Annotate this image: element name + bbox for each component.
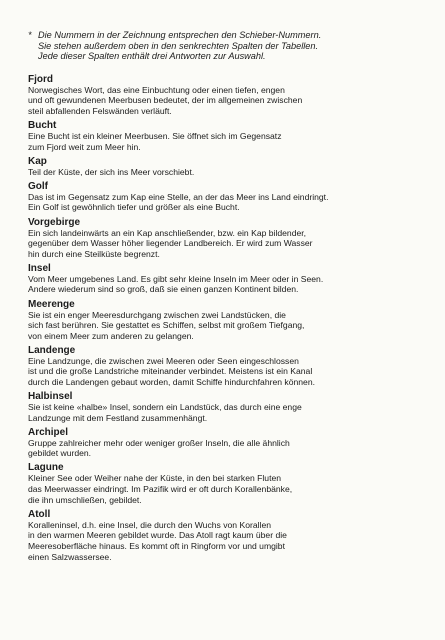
glossary-list [28, 74, 433, 562]
glossary-term: Lagune [28, 462, 64, 474]
definition-line: und oft gewundenen Meerbusen bedeutet, der im allgemeinen zwischen [28, 95, 303, 106]
glossary-entry [28, 427, 433, 459]
glossary-term: Insel [28, 262, 51, 274]
footnote-line: Sie stehen außerdem oben in den senkrechten Spalten der Tabellen. [38, 40, 319, 51]
definition-line: in den warmen Meeren gebildet wurde. Das Atoll ragt kaum über die [28, 530, 287, 541]
definition-line: sich fast berühren. Sie gestattet es Schiffen, selbst mit großem Tiefgang, [28, 320, 305, 331]
glossary-entry [28, 391, 433, 423]
glossary-definition [28, 228, 433, 260]
glossary-term: Archipel [28, 426, 69, 438]
glossary-definition [28, 473, 433, 505]
definition-line: Landzunge mit dem Festland zusammenhängt. [28, 412, 208, 423]
glossary-definition [28, 438, 433, 459]
glossary-entry [28, 509, 433, 562]
glossary-definition [28, 356, 433, 388]
definition-line: Sie ist ein enger Meeresdurchgang zwischen zwei Landstücken, die [28, 309, 286, 320]
glossary-entry [28, 299, 433, 342]
definition-line: Koralleninsel, d.h. eine Insel, die durch den Wuchs von Korallen [28, 519, 271, 530]
definition-line: hin durch eine Steilküste begrenzt. [28, 248, 160, 259]
glossary-term: Atoll [28, 508, 51, 520]
definition-line: gegenüber dem Wasser höher liegender Landbereich. Er wird zum Wasser [28, 238, 313, 249]
glossary-definition [28, 192, 433, 213]
definition-line: Andere wiederum sind so groß, daß sie einen ganzen Kontinent bilden. [28, 284, 299, 295]
glossary-entry [28, 217, 433, 260]
definition-line: Teil der Küste, der sich ins Meer vorschiebt. [28, 166, 195, 177]
glossary-definition [28, 310, 433, 342]
definition-line: ist und die große Landstriche miteinander verbindet. Meistens ist ein Kanal [28, 366, 313, 377]
definition-line: Eine Landzunge, die zwischen zwei Meeren oder Seen eingeschlossen [28, 355, 299, 366]
glossary-definition [28, 520, 433, 562]
definition-line: Meeresoberfläche hinaus. Es kommt oft in Ringform vor und umgibt [28, 540, 285, 551]
definition-line: zum Fjord weit zum Meer hin. [28, 141, 141, 152]
footnote-marker: * [28, 30, 32, 40]
glossary-term: Fjord [28, 73, 53, 85]
glossary-entry [28, 74, 433, 117]
glossary-term: Landenge [28, 344, 76, 356]
glossary-term: Kap [28, 155, 47, 167]
glossary-term: Halbinsel [28, 391, 73, 403]
glossary-entry [28, 156, 433, 178]
definition-line: Gruppe zahlreicher mehr oder weniger großer Inseln, die alle ähnlich [28, 437, 290, 448]
definition-line: gebildet wurden. [28, 448, 92, 459]
definition-line: durch die Landengen gebaut worden, damit Schiffe hindurchfahren können. [28, 376, 315, 387]
definition-line: steil abfallenden Felswänden verläuft. [28, 105, 172, 116]
footnote-line: Die Nummern in der Zeichnung entsprechen den Schieber-Nummern. [38, 30, 322, 40]
glossary-entry [28, 345, 433, 388]
glossary-term: Golf [28, 180, 48, 192]
glossary-entry [28, 120, 433, 152]
glossary-definition [28, 85, 433, 117]
footnote-text [38, 30, 321, 62]
definition-line: von einem Meer zum anderen zu gelangen. [28, 330, 194, 341]
definition-line: Norwegisches Wort, das eine Einbuchtung oder einen tiefen, engen [28, 84, 285, 95]
glossary-entry [28, 263, 433, 295]
definition-line: Ein sich landeinwärts an ein Kap anschließender, bzw. ein Kap bildender, [28, 227, 307, 238]
definition-line: Sie ist keine «halbe» Insel, sondern ein Landstück, das durch eine enge [28, 402, 302, 413]
glossary-term: Vorgebirge [28, 216, 81, 228]
glossary-definition [28, 131, 433, 152]
glossary-definition [28, 167, 433, 178]
definition-line: Das ist im Gegensatz zum Kap eine Stelle, an der das Meer ins Land eindringt. [28, 191, 329, 202]
glossary-term: Bucht [28, 120, 57, 132]
glossary-entry [28, 181, 433, 213]
footnote [28, 30, 433, 62]
definition-line: die ihn umschließen, gebildet. [28, 494, 142, 505]
definition-line: einen Salzwassersee. [28, 551, 112, 562]
definition-line: Vom Meer umgebenes Land. Es gibt sehr kleine Inseln im Meer oder in Seen. [28, 273, 324, 284]
definition-line: das Meerwasser eindringt. Im Pazifik wird er oft durch Korallenbänke, [28, 484, 293, 495]
definition-line: Kleiner See oder Weiher nahe der Küste, in den bei starken Fluten [28, 473, 282, 484]
glossary-definition [28, 402, 433, 423]
glossary-entry [28, 462, 433, 505]
glossary-term: Meerenge [28, 298, 75, 310]
definition-line: Eine Bucht ist ein kleiner Meerbusen. Sie öffnet sich im Gegensatz [28, 131, 282, 142]
definition-line: Ein Golf ist gewöhnlich tiefer und größer als eine Bucht. [28, 202, 240, 213]
glossary-definition [28, 274, 433, 295]
footnote-line: Jede dieser Spalten enthält drei Antworten zur Auswahl. [38, 51, 266, 62]
